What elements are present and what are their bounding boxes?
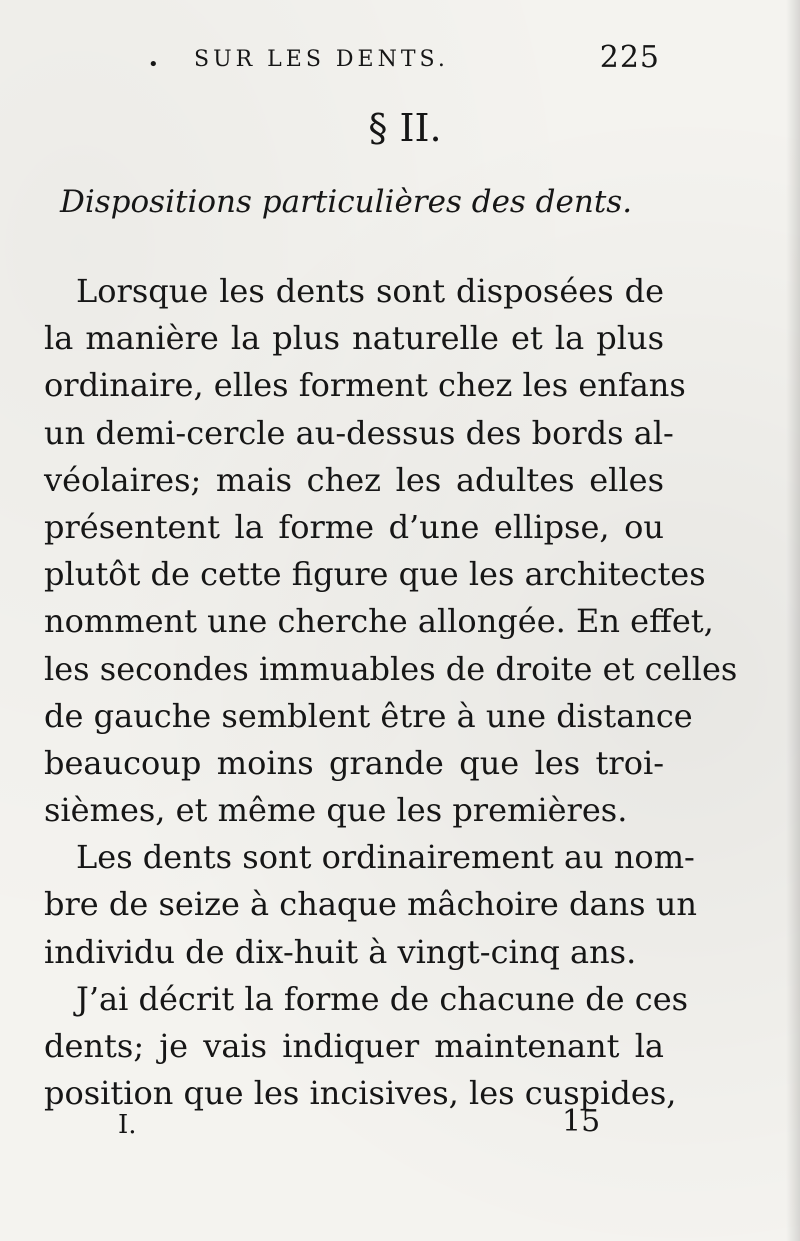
body-text [44, 268, 738, 1117]
text-line: plutôt de cette figure que les architectes [44, 555, 706, 594]
text-line: position que les incisives, les cuspides, [44, 1074, 677, 1113]
folio-number: 15 [562, 1104, 601, 1139]
page-number: 225 [599, 40, 660, 75]
text-line: véolaires; mais chez les adultes elles [44, 460, 664, 499]
header-ornament: • [148, 54, 159, 75]
text-line: de gauche semblent être à une distance [44, 696, 693, 735]
text-line: la manière la plus naturelle et la plus [44, 319, 664, 358]
running-head [148, 40, 660, 80]
page-edge-shadow [786, 0, 800, 1241]
text-line: dents; je vais indiquer maintenant la [44, 1027, 664, 1065]
text-line: sièmes, et même que les premières. [44, 791, 628, 830]
signature-mark: I. [118, 1110, 137, 1140]
running-title: SUR LES DENTS. [194, 47, 449, 72]
text-line: un demi-cercle au-dessus des bords al- [44, 413, 674, 452]
text-line: Les dents sont ordinairement au nom- [76, 838, 695, 877]
text-line: les secondes immuables de droite et celles [44, 649, 738, 688]
text-line: individu de dix-huit à vingt-cinq ans. [44, 932, 637, 971]
text-line: Lorsque les dents sont disposées de [76, 272, 664, 310]
text-line: bre de seize à chaque mâchoire dans un [44, 885, 697, 924]
text-line: beaucoup moins grande que les troi- [44, 743, 664, 782]
section-subtitle: Dispositions particulières des dents. [60, 184, 633, 220]
text-line: ordinaire, elles forment chez les enfans [44, 366, 686, 405]
section-number: § II. [368, 106, 442, 150]
text-line: nomment une cherche allongée. En effet, [44, 602, 714, 641]
text-line: J’ai décrit la forme de chacune de ces [76, 979, 689, 1018]
text-line: présentent la forme d’une ellipse, ou [44, 507, 664, 546]
